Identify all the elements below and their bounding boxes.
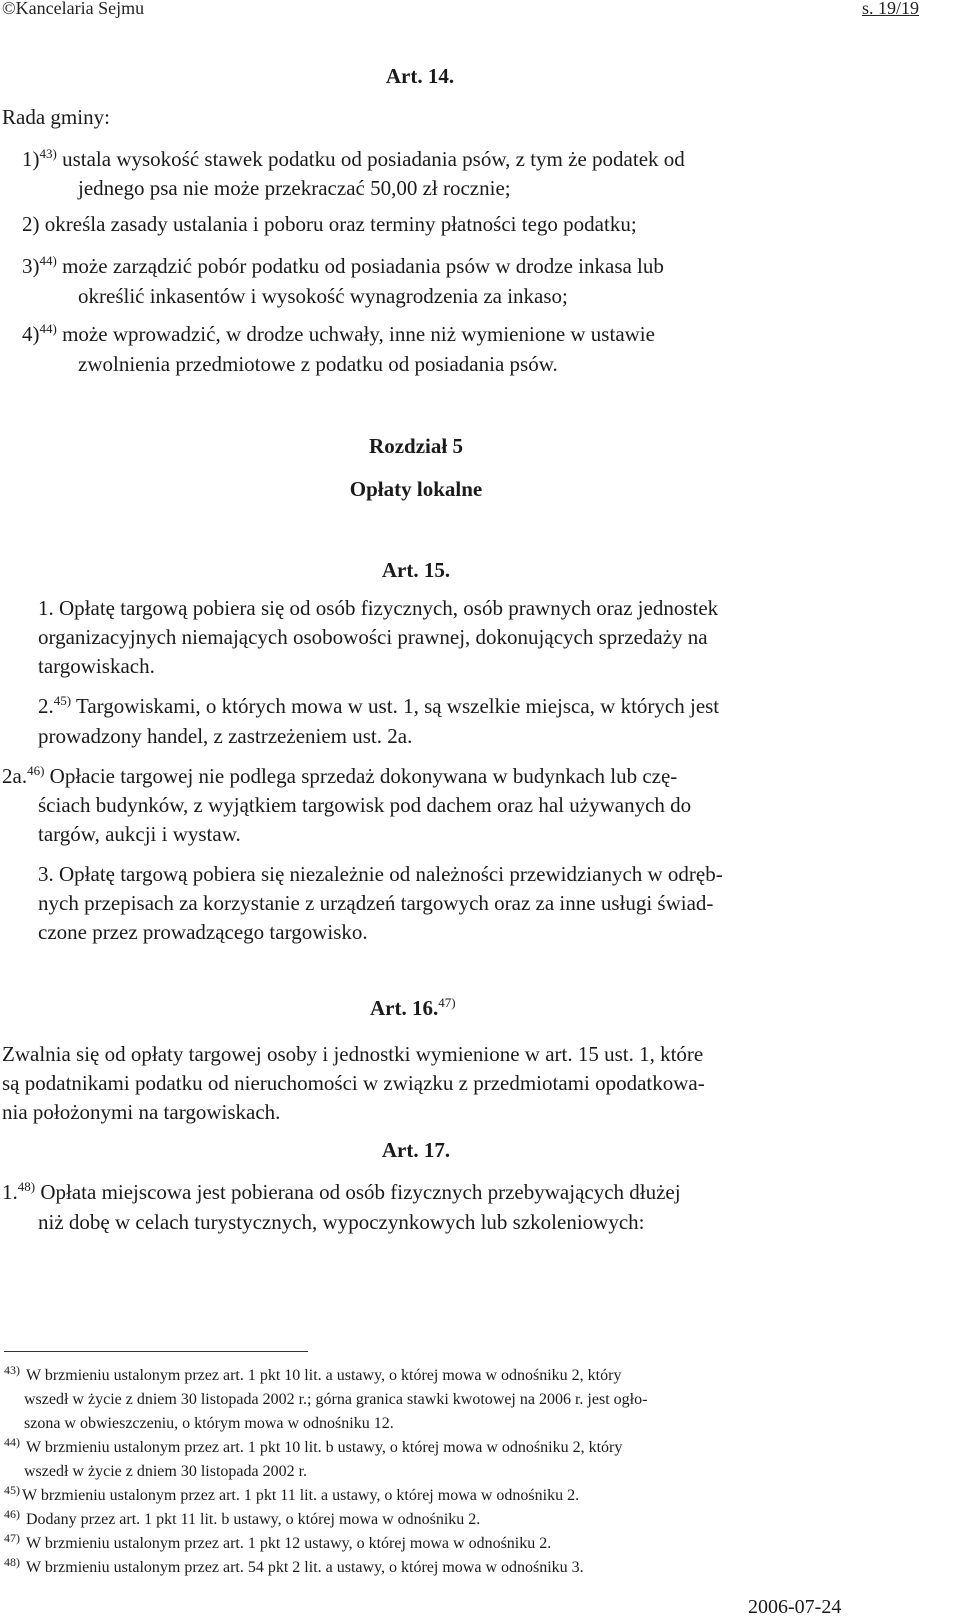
paragraph-text-line: organizacyjnych niemających osobowości prawnej, dokonujących sprzedaży na [38,625,708,649]
paragraph-text-line: niż dobę w celach turystycznych, wypoczynkowych lub szkoleniowych: [38,1210,645,1234]
paragraph-number: 1. [38,596,54,620]
footnote-ref: 46) [27,763,45,778]
paragraph-number: 2. [38,694,54,718]
paragraph-number: 3. [38,862,54,886]
paragraph-text-line: Opłatę targową pobiera się od osób fizycznych, osób prawnych oraz jednostek [59,596,719,620]
footnote-text-line: W brzmieniu ustalonym przez art. 1 pkt 12 ustawy, o której mowa w odnośniku 2. [26,1535,552,1552]
footnote-number: 43) [4,1363,20,1377]
article-16-title-text: Art. 16. [370,996,439,1020]
chapter-subtitle: Opłaty lokalne [349,477,483,501]
paragraph-text-line: nia położonymi na targowiskach. [2,1100,281,1124]
footnote-48 [4,1556,870,1580]
footnote-number: 46) [4,1507,20,1521]
point-text-line: jednego psa nie może przekraczać 50,00 zł rocznie; [78,176,511,200]
paragraph-text-line: Targowiskami, o których mowa w ust. 1, są wszelkie miejsca, w których jest [75,694,720,718]
paragraph-text-line: Opłacie targowej nie podlega sprzedaż dokonywana w budynkach lub czę- [49,764,678,788]
footnote-text-line: Dodany przez art. 1 pkt 11 lit. b ustawy, o której mowa w odnośniku 2. [26,1511,481,1528]
footnote-number: 48) [4,1555,20,1569]
footnote-number: 47) [4,1531,20,1545]
footnote-47 [4,1532,870,1556]
paragraph-text-line: Opłatę targową pobiera się niezależnie od należności przewidzianych w odręb- [59,862,723,886]
paragraph-text-line: są podatnikami podatku od nieruchomości w związku z przedmiotami opodatkowa- [2,1071,705,1095]
point-number: 3) [22,254,40,278]
footnote-ref: 45) [53,693,72,708]
footnote-ref: 43) [39,146,57,161]
footnote-ref: 44) [39,253,57,268]
paragraph-text-line: targowiskach. [38,654,155,678]
paragraph-text-line: czone przez prowadzącego targowisko. [38,920,368,944]
point-number: 1) [22,147,40,171]
point-number: 4) [22,322,40,346]
paragraph-text-line: prowadzony handel, z zastrzeżeniem ust. 2a. [38,724,413,748]
paragraph-text-line: nych przepisach za korzystanie z urządzeń targowych oraz za inne usługi świad- [38,891,714,915]
footnote-separator [4,1351,308,1352]
point-text-line: ustala wysokość stawek podatku od posiadania psów, z tym że podatek od [62,147,685,171]
footnote-text-line: W brzmieniu ustalonym przez art. 1 pkt 11 lit. a ustawy, o której mowa w odnośniku 2. [22,1487,580,1504]
footnote-text-line: wszedł w życie z dniem 30 listopada 2002 r. [24,1463,308,1480]
footnote-ref: 44) [39,321,57,336]
footnote-number: 45) [4,1483,20,1497]
paragraph-number: 2a. [2,764,28,788]
page-number: s. 19/19 [862,0,920,18]
point-text-line: określa zasady ustalania i poboru oraz terminy płatności tego podatku; [44,212,637,236]
article-15-title: Art. 15. [381,558,451,582]
footnote-text-line: W brzmieniu ustalonym przez art. 1 pkt 10 lit. b ustawy, o której mowa w odnośniku 2, który [26,1439,623,1456]
point-text-line: może wprowadzić, w drodze uchwały, inne niż wymienione w ustawie [62,322,655,346]
paragraph-text-line: Zwalnia się od opłaty targowej osoby i jednostki wymienione w art. 15 ust. 1, które [2,1042,704,1066]
footnote-44 [4,1436,870,1484]
footnote-text-line: szona w obwieszczeniu, o którym mowa w odnośniku 12. [24,1415,394,1432]
footnote-text-line: W brzmieniu ustalonym przez art. 1 pkt 10 lit. a ustawy, o której mowa w odnośniku 2, który [26,1367,622,1384]
header-source: ©Kancelaria Sejmu [2,0,145,18]
footnote-46 [4,1508,870,1532]
paragraph-number: 1. [2,1180,18,1204]
article-14-intro: Rada gminy: [2,105,110,129]
footnote-ref: 47) [438,995,456,1010]
paragraph-text-line: targów, aukcji i wystaw. [38,822,241,846]
footnote-45 [4,1484,870,1508]
chapter-title: Rozdział 5 [369,434,463,458]
footnote-number: 44) [4,1435,20,1449]
footnote-text-line: W brzmieniu ustalonym przez art. 54 pkt 2 lit. a ustawy, o której mowa w odnośniku 3. [26,1559,584,1576]
footnote-text-line: wszedł w życie z dniem 30 listopada 2002 r.; górna granica stawki kwotowej na 2006 r. jest ogło- [24,1391,648,1408]
article-14-title: Art. 14. [385,64,455,88]
article-16-title [370,996,456,1021]
footer-date: 2006-07-24 [748,1596,842,1618]
article-17-title: Art. 17. [381,1138,451,1162]
point-number: 2) [22,212,40,236]
point-text-line: zwolnienia przedmiotowe z podatku od posiadania psów. [78,352,558,376]
point-text-line: określić inkasentów i wysokość wynagrodzenia za inkaso; [78,284,568,308]
footnote-ref: 48) [17,1179,36,1194]
paragraph-text-line: Opłata miejscowa jest pobierana od osób fizycznych przebywających dłużej [40,1180,681,1204]
paragraph-text-line: ściach budynków, z wyjątkiem targowisk pod dachem oraz hal używanych do [38,793,692,817]
footnote-43 [4,1364,870,1436]
point-text-line: może zarządzić pobór podatku od posiadania psów w drodze inkasa lub [62,254,664,278]
